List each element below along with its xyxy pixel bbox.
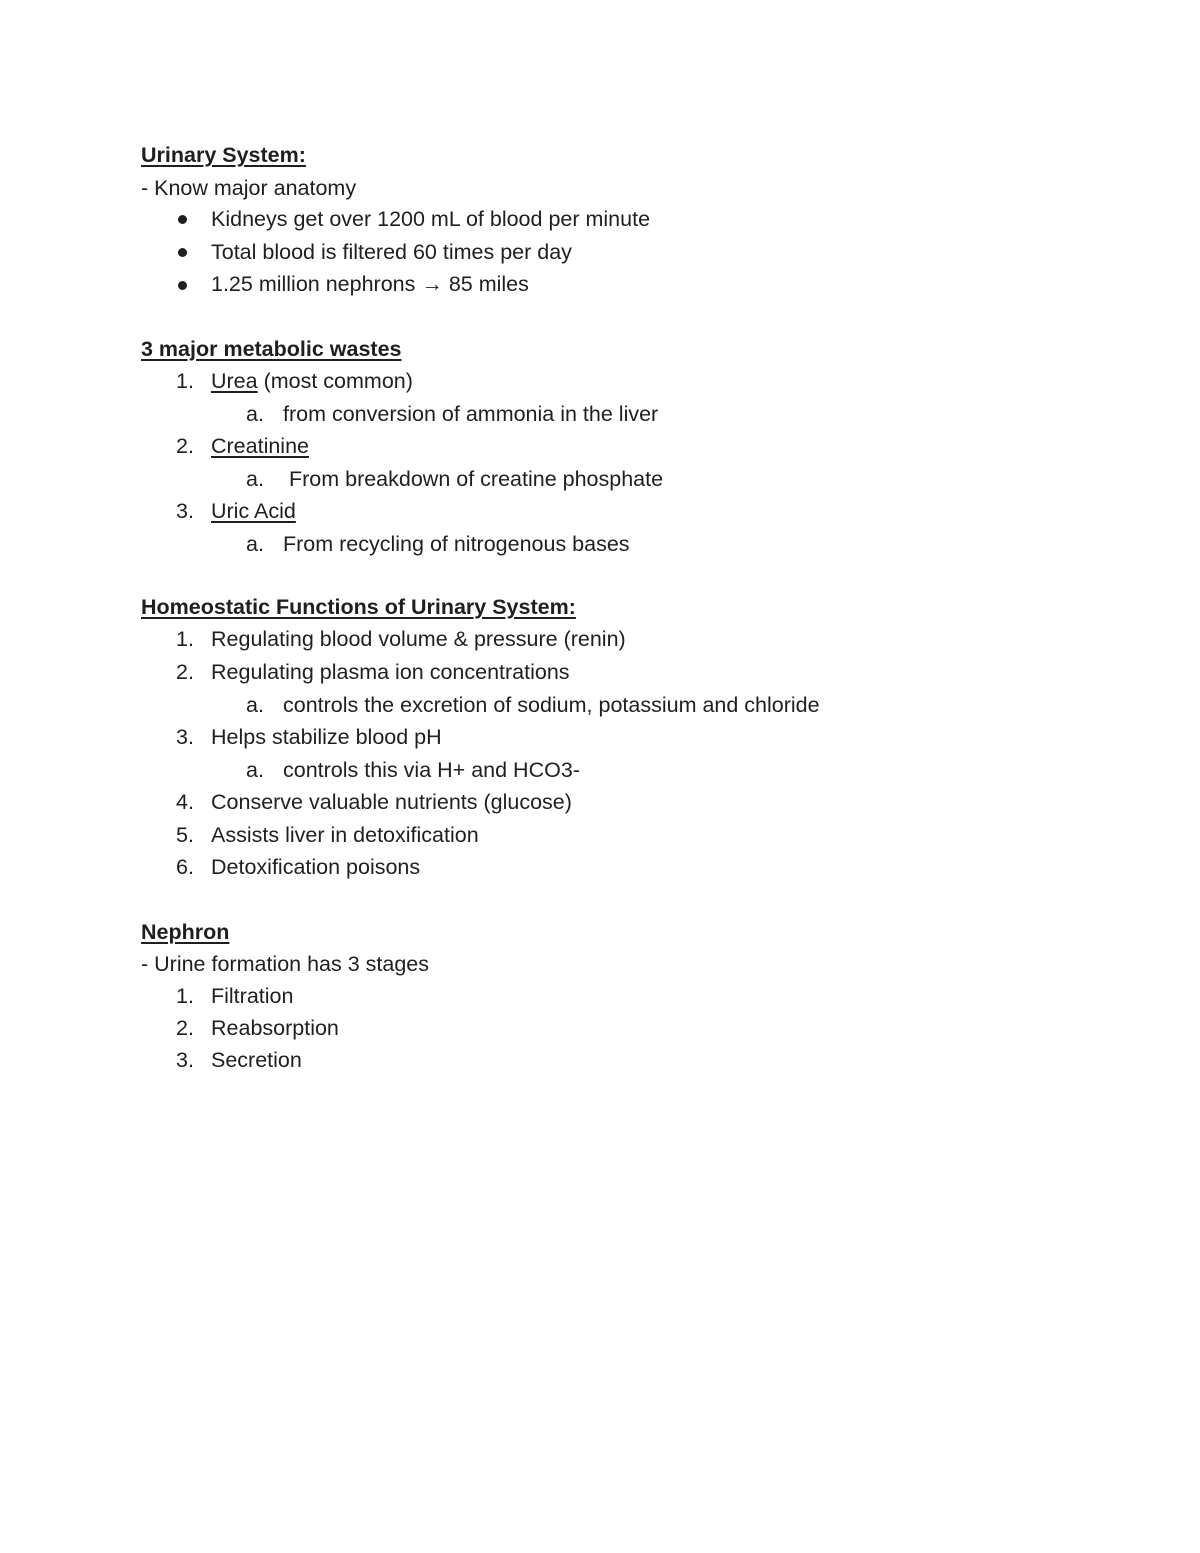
list-item: Assists liver in detoxification <box>211 823 479 847</box>
list-item: Detoxification poisons <box>211 855 421 879</box>
sub-letter: a. <box>246 758 264 782</box>
bullet-dot-icon <box>178 215 187 224</box>
sub-letter: a. <box>246 693 264 717</box>
section-heading-urinary: Urinary System: <box>141 143 306 167</box>
sub-item: from conversion of ammonia in the liver <box>283 402 659 426</box>
list-number: 4. <box>176 790 194 814</box>
list-item <box>211 365 413 398</box>
section-heading-nephron: Nephron <box>141 920 230 944</box>
bullet-item: 1.25 million nephrons → 85 miles <box>211 272 529 296</box>
list-item <box>211 430 309 463</box>
sub-item: controls the excretion of sodium, potassium and chloride <box>283 693 820 717</box>
sub-letter: a. <box>246 402 264 426</box>
section-heading-homeostatic: Homeostatic Functions of Urinary System: <box>141 595 576 619</box>
term: Urea <box>211 369 258 393</box>
list-number: 3. <box>176 499 194 523</box>
urinary-intro: - Know major anatomy <box>141 176 357 200</box>
sub-item: From recycling of nitrogenous bases <box>283 532 630 556</box>
list-item <box>211 495 296 528</box>
list-item: Regulating blood volume & pressure (renin) <box>211 627 626 651</box>
list-item: Filtration <box>211 984 294 1008</box>
sub-item: From breakdown of creatine phosphate <box>283 467 664 491</box>
sub-item: controls this via H+ and HCO3- <box>283 758 580 782</box>
list-number: 5. <box>176 823 194 847</box>
list-item: Regulating plasma ion concentrations <box>211 660 570 684</box>
list-number: 2. <box>176 1016 194 1040</box>
list-number: 1. <box>176 984 194 1008</box>
bullet-dot-icon <box>178 281 187 290</box>
section-heading-wastes: 3 major metabolic wastes <box>141 337 402 361</box>
list-item: Reabsorption <box>211 1016 339 1040</box>
sub-letter: a. <box>246 532 264 556</box>
term: Creatinine <box>211 434 309 458</box>
list-number: 3. <box>176 725 194 749</box>
bullet-dot-icon <box>178 248 187 257</box>
bullet-item: Kidneys get over 1200 mL of blood per minute <box>211 207 651 231</box>
sub-letter: a. <box>246 467 264 491</box>
list-number: 6. <box>176 855 194 879</box>
term: Uric Acid <box>211 499 296 523</box>
bullet-item: Total blood is filtered 60 times per day <box>211 240 572 264</box>
list-item: Helps stabilize blood pH <box>211 725 442 749</box>
list-number: 1. <box>176 369 194 393</box>
list-number: 2. <box>176 660 194 684</box>
list-number: 2. <box>176 434 194 458</box>
list-item: Secretion <box>211 1048 302 1072</box>
list-number: 1. <box>176 627 194 651</box>
term-note: (most common) <box>257 369 413 393</box>
list-number: 3. <box>176 1048 194 1072</box>
nephron-intro: - Urine formation has 3 stages <box>141 952 429 976</box>
list-item: Conserve valuable nutrients (glucose) <box>211 790 572 814</box>
